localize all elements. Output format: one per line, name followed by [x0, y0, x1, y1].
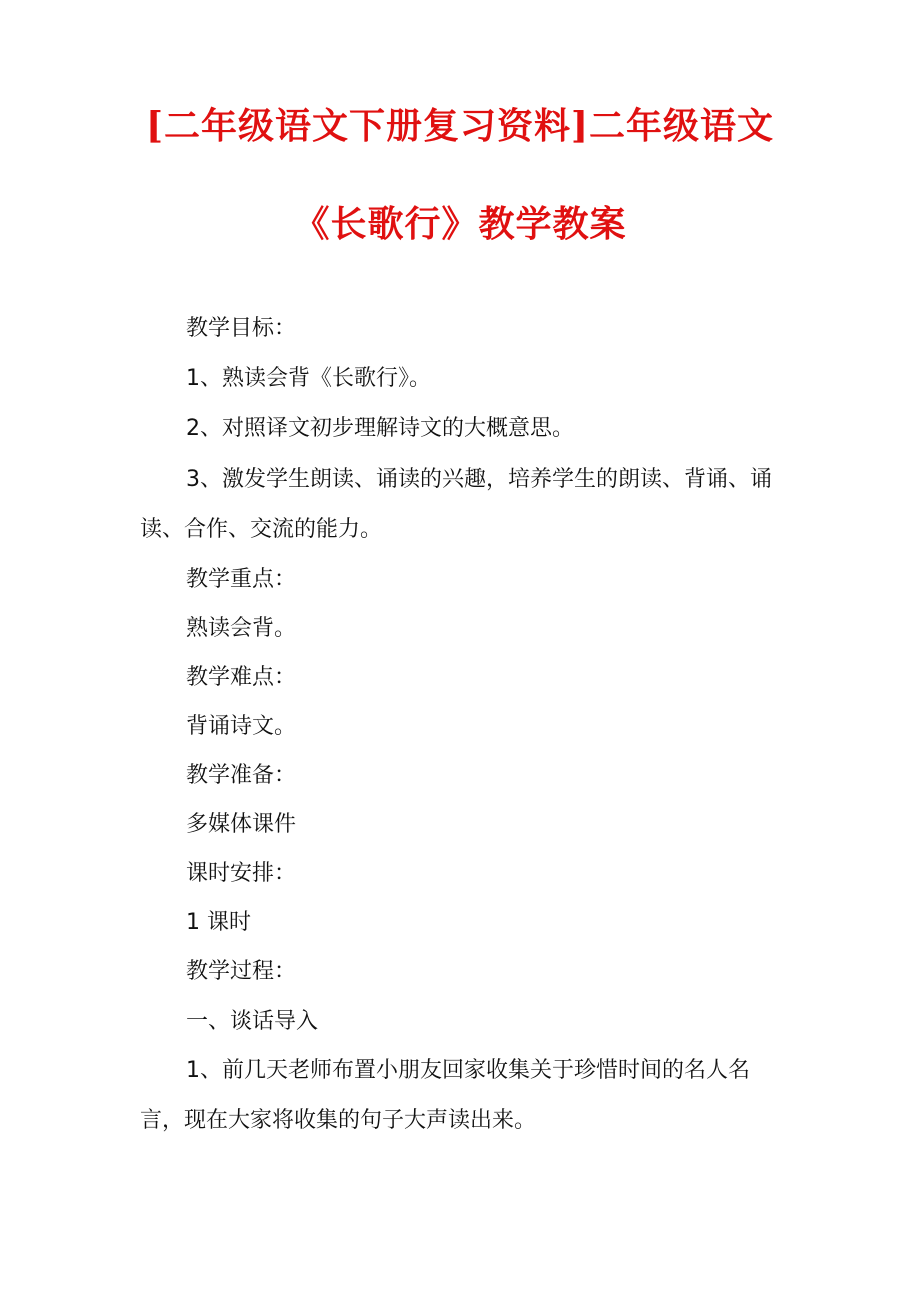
document-title-line-2: 《长歌行》教学教案	[293, 203, 627, 245]
goal-item-1: 1、熟读会背《长歌行》。	[186, 366, 431, 391]
goal-item-3-continued: 读、合作、交流的能力。	[140, 517, 383, 542]
key-points-text: 熟读会背。	[186, 616, 297, 641]
process-step-1: 1、前几天老师布置小朋友回家收集关于珍惜时间的名人名	[186, 1058, 750, 1083]
heading-process: 教学过程：	[186, 959, 297, 984]
heading-teaching-goals: 教学目标：	[186, 316, 297, 341]
goal-item-3: 3、激发学生朗读、诵读的兴趣，培养学生的朗读、背诵、诵	[186, 467, 772, 492]
heading-difficulties: 教学难点：	[186, 665, 297, 690]
process-step-1-continued: 言，现在大家将收集的句子大声读出来。	[140, 1108, 537, 1133]
heading-key-points: 教学重点：	[186, 567, 297, 592]
preparation-text: 多媒体课件	[186, 812, 297, 837]
difficulties-text: 背诵诗文。	[186, 714, 297, 739]
heading-schedule: 课时安排：	[186, 861, 297, 886]
document-title-line-1: [二年级语文下册复习资料]二年级语文	[145, 105, 775, 147]
process-section-1-heading: 一、谈话导入	[186, 1009, 319, 1034]
heading-preparation: 教学准备：	[186, 763, 297, 788]
goal-item-2: 2、对照译文初步理解诗文的大概意思。	[186, 416, 574, 441]
schedule-text: 1 课时	[186, 910, 251, 935]
